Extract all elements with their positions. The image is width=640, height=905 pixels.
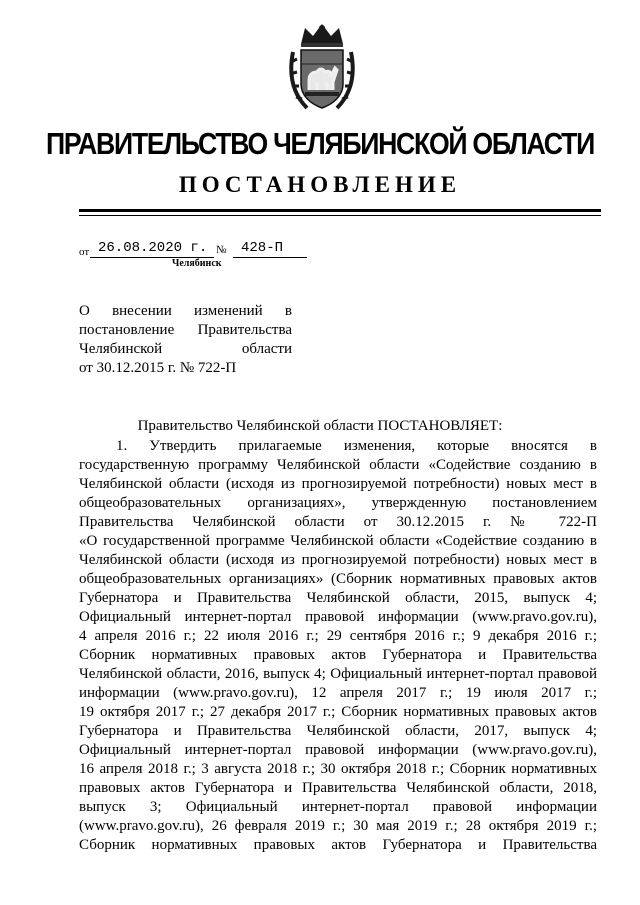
subject-line: постановление Правительства (79, 322, 292, 338)
body-line: Челябинской области (исходя из прогнозируемой потребности) новых мест в (79, 552, 597, 568)
document-type: ПОСТАНОВЛЕНИЕ (178, 172, 462, 197)
body-line: государственную программу Челябинской области «Содействие созданию в (79, 457, 597, 473)
subject-line: О внесении изменений в (79, 303, 292, 319)
body-line: Сборник нормативных правовых актов Губернатора и Правительства (79, 647, 597, 663)
body-line: «О государственной программе Челябинской области «Содействие созданию в (79, 533, 597, 549)
body-line: Челябинской области, 2016, выпуск 4; Официальный интернет-портал правовой (79, 666, 597, 682)
subject-line: от 30.12.2015 г. № 722-П (79, 360, 237, 376)
body-line: Губернатора и Правительства Челябинской области, 2017, выпуск 4; (79, 723, 597, 739)
body-line: правовых актов Губернатора и Правительства Челябинской области, 2018, (79, 780, 597, 796)
body-paragraph (79, 437, 597, 855)
organization-title: ПРАВИТЕЛЬСТВО ЧЕЛЯБИНСКОЙ ОБЛАСТИ (46, 126, 594, 161)
subject-line: Челябинской области (79, 341, 292, 357)
city-label: Челябинск (172, 258, 222, 269)
preamble: Правительство Челябинской области ПОСТАНОВЛЯЕТ: (137, 418, 503, 434)
document-number: 428-П (233, 238, 307, 258)
body-line: общеобразовательных организациях» (Сборник нормативных правовых актов (79, 571, 597, 587)
number-label: № (216, 244, 227, 256)
document-date: 26.08.2020 г. (90, 238, 214, 258)
document-subject (79, 302, 292, 378)
body-line: Челябинской области (исходя из прогнозируемой потребности) новых мест в (79, 476, 597, 492)
body-line: (www.pravo.gov.ru), 26 февраля 2019 г.; 30 мая 2019 г.; 28 октября 2019 г.; (79, 818, 597, 834)
body-line: выпуск 3; Официальный интернет-портал правовой информации (79, 799, 597, 815)
body-line: Официальный интернет-портал правовой информации (www.pravo.gov.ru), (79, 609, 597, 625)
body-line: Правительства Челябинской области от 30.12.2015 г. № 722-П (79, 514, 597, 530)
body-line: 19 октября 2017 г.; 27 декабря 2017 г.; Сборник нормативных правовых актов (79, 704, 597, 720)
header-divider-thin (79, 215, 601, 216)
body-line: информации (www.pravo.gov.ru), 12 апреля 2017 г.; 19 июля 2017 г.; (79, 685, 597, 701)
body-line: общеобразовательных организациях», утвержденную постановлением (79, 495, 597, 511)
coat-of-arms-icon (287, 22, 357, 114)
body-line: Официальный интернет-портал правовой информации (www.pravo.gov.ru), (79, 742, 597, 758)
header-divider-thick (79, 209, 601, 212)
body-line: Сборник нормативных правовых актов Губернатора и Правительства (79, 837, 597, 853)
from-label: от (79, 246, 90, 258)
body-line: Губернатора и Правительства Челябинской области, 2015, выпуск 4; (79, 590, 597, 606)
body-line: 1. Утвердить прилагаемые изменения, которые вносятся в (116, 438, 597, 454)
body-line: 4 апреля 2016 г.; 22 июля 2016 г.; 29 сентября 2016 г.; 9 декабря 2016 г.; (79, 628, 597, 644)
body-line: 16 апреля 2018 г.; 3 августа 2018 г.; 30 октября 2018 г.; Сборник нормативных (79, 761, 597, 777)
